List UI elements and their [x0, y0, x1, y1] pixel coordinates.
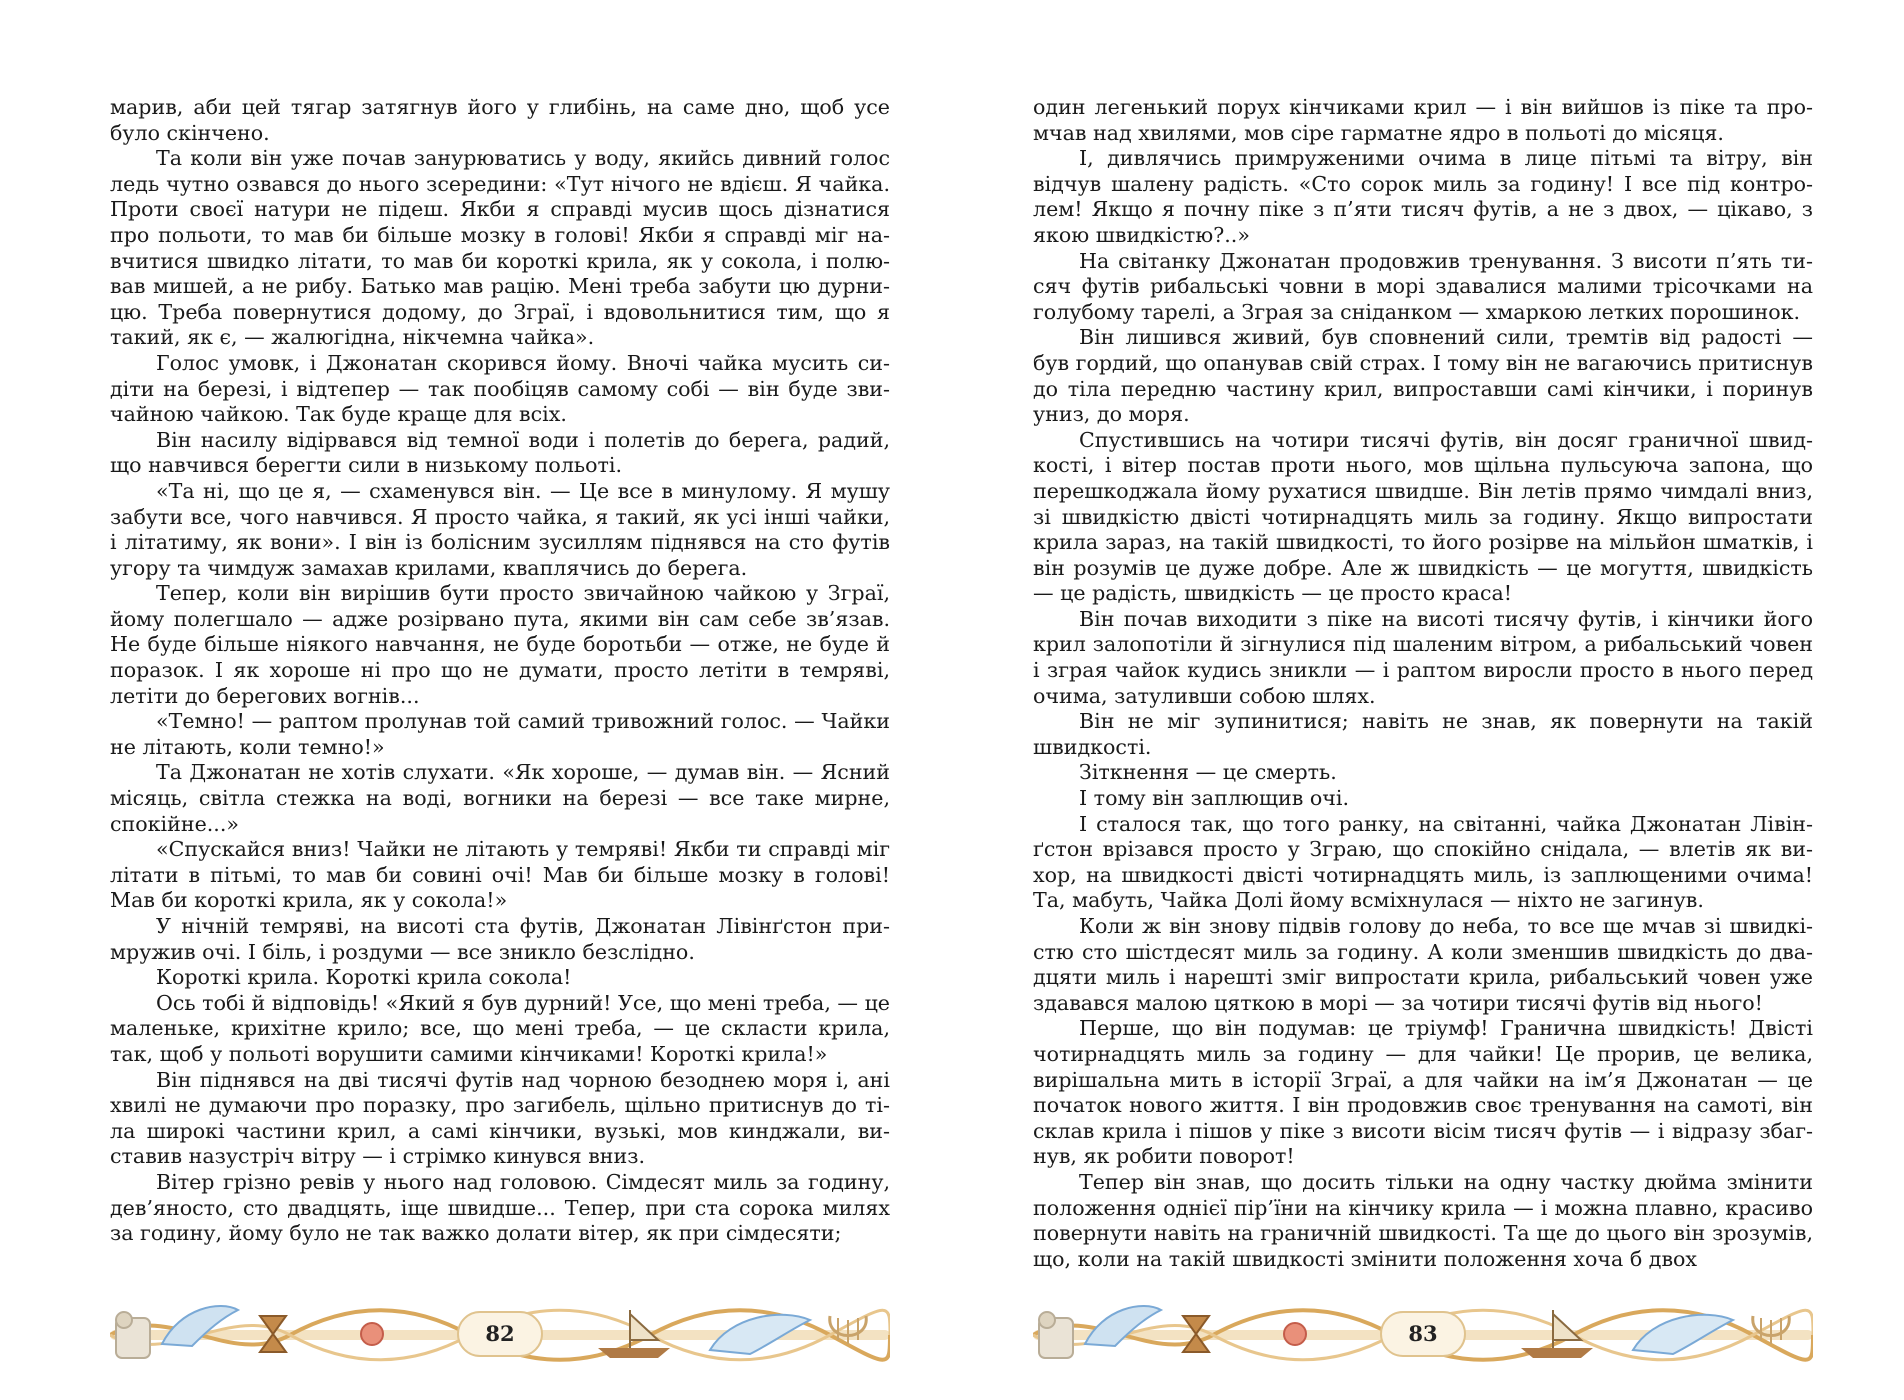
paragraph: «Темно! — раптом пролунав той самий тривожний голос. — Чайки не літають, коли темно!» — [110, 709, 890, 759]
paragraph: Спустившись на чотири тисячі футів, він досяг граничної швидкості, і вітер постав проти нього, мов щільна пульсуюча запона, що перешкоджала йому рухатися швидше. Він летів прямо чимдалі вниз, зі швидкістю двісті чотирнадцять миль за годину. Якщо випростати крила зараз, на такій швидкості, то його розірве на мільйон шматків, і він розумів це дуже добре. Але ж швидкість — це могуття, швидкість — це радість, швидкість — це просто краса! — [1033, 427, 1813, 606]
paragraph: На світанку Джонатан продовжив тренування. З висоти п’ять тисяч футів рибальські човни в морі здавалися малими трісочками на голубому тарелі, а Зграя за сніданком — хмаркою летких порошинок. — [1033, 248, 1813, 324]
paragraph: І, дивлячись примруженими очима в лице пітьмі та вітру, він відчув шалену радість. «Сто сорок миль за годину! І все під контролем! Якщо я почну піке з п’яти тисяч футів, а не з двох, — цікаво, з якою швидкістю?..» — [1033, 146, 1813, 247]
decorative-footer-ornament — [110, 1290, 890, 1378]
paragraph: Він лишився живий, був сповнений сили, тремтів від радості — був гордий, що опанував свій страх. І тому він не вагаючись притиснув до тіла передню частину крил, випроставши самі кінчики, і поринув униз, до моря. — [1033, 325, 1813, 427]
paragraph: У нічній темряві, на висоті ста футів, Джонатан Лівінґстон примружив очі. І біль, і роздуми — все зникло безслідно. — [110, 914, 890, 964]
paragraph: Та Джонатан не хотів слухати. «Як хороше, — думав він. — Ясний місяць, світла стежка на воді, вогники на березі — все таке мирне, спокійне...» — [110, 760, 890, 836]
paragraph: Тепер, коли він вирішив бути просто звичайною чайкою у Зграї, йому полегшало — адже розірвано пута, якими він сам себе зв’язав. Не буде більше ніякого навчання, не буде боротьби — отже, не буде й поразок. І як хороше ні про що не думати, просто летіти в темряві, летіти до берегових вогнів... — [110, 581, 890, 708]
paragraph: Голос умовк, і Джонатан скорився йому. Вночі чайка мусить сидіти на березі, і відтепер — так пообіцяв самому собі — він буде звичайною чайкою. Так буде краще для всіх. — [110, 350, 890, 427]
left-page-text — [110, 95, 890, 1247]
paragraph: Вітер грізно ревів у нього над головою. Сімдесят миль за годину, дев’яносто, сто двадцять, іще швидше... Тепер, при ста сорока милях за годину, йому було не так важко долати вітер, як при сімдесяти; — [110, 1169, 890, 1246]
rose-icon — [1284, 1323, 1306, 1345]
rose-icon — [361, 1323, 383, 1345]
paragraph: «Спускайся вниз! Чайки не літають у темряві! Якби ти справді міг літати в пітьмі, то мав би совині очі! Мав би більше мозку в голові! Мав би короткі крила, як у сокола!» — [110, 837, 890, 913]
paragraph: Він не міг зупинитися; навіть не знав, як повернути на такій швидкості. — [1033, 709, 1813, 759]
paragraph: «Та ні, що це я, — схаменувся він. — Це все в минулому. Я мушу забути все, чого навчився. Я просто чайка, я такий, як усі інші чайки, і літатиму, як вони». І він із болісним зусиллям піднявся на сто футів угору та чимдуж замахав крилами, кваплячись до берега. — [110, 478, 890, 580]
paragraph: Та коли він уже почав занурюватись у воду, якийсь дивний голос ледь чутно озвався до нього зсередини: «Тут нічого не вдієш. Я чайка. Проти своєї натури не підеш. Якби я справді мусив щось дізнатися про польоти, то мав би більше мозку в голові! Якби я справді міг навчитися швидко літати, то мав би короткі крила, як у сокола, і полював мишей, а не рибу. Батько мав рацію. Мені треба забути цю дурницю. Треба повернутися додому, до Зграї, і вдовольнитися тим, що я такий, як є, — жалюгідна, нікчемна чайка». — [110, 146, 890, 350]
paragraph: один легенький порух кінчиками крил — і він вийшов із піке та промчав над хвилями, мов сіре гарматне ядро в польоті до місяця. — [1033, 95, 1813, 145]
decorative-footer-ornament — [1033, 1290, 1813, 1378]
paragraph: Він насилу відірвався від темної води і полетів до берега, радий, що навчився берегти сили в низькому польоті. — [110, 427, 890, 478]
page-number: 83 — [1408, 1321, 1438, 1346]
paragraph: І тому він заплющив очі. — [1079, 786, 1350, 811]
paragraph: марив, аби цей тягар затягнув його у глибінь, на саме дно, щоб усе було скінчено. — [110, 95, 890, 145]
scroll-column-icon — [1039, 1312, 1073, 1358]
scroll-column-icon — [116, 1312, 150, 1358]
paragraph: Коли ж він знову підвів голову до неба, то все ще мчав зі швидкістю сто шістдесят миль за годину. А коли зменшив швидкість до двадцяти миль і нарешті зміг випростати крила, рибальський човен уже здавався малою цяткою в морі — за чотири тисячі футів від нього! — [1033, 914, 1813, 1015]
paragraph: Ось тобі й відповідь! «Який я був дурний! Усе, що мені треба, — це маленьке, крихітне крило; все, що мені треба, — це скласти крила, так, щоб у польоті ворушити самими кінчиками! Короткі крила!» — [110, 990, 890, 1066]
paragraph: Перше, що він подумав: це тріумф! Гранична швидкість! Двісті чотирнадцять миль за годину — для чайки! Це прорив, це велика, вирішальна мить в історії Зграї, а для чайки на ім’я Джонатан — це початок нового життя. І він продовжив своє тренування на самоті, він склав крила і пішов у піке з висоти вісім тисяч футів — і відразу збагнув, як робити поворот! — [1033, 1016, 1813, 1169]
paragraph: Тепер він знав, що досить тільки на одну частку дюйма змінити положення однієї пір’їни на кінчику крила — і можна плавно, красиво повернути навіть на граничній швидкості. Та ще до цього він зрозумів, що, коли на такій швидкості змінити положення хоча б двох — [1033, 1169, 1813, 1271]
paragraph: І сталося так, що того ранку, на світанні, чайка Джонатан Лівінґстон врізався просто у Зграю, що спокійно снідала, — влетів як вихор, на швидкості двісті чотирнадцять миль, із заплющеними очима! Та, мабуть, Чайка Долі йому всміхнулася — ніхто не загинув. — [1033, 811, 1813, 913]
paragraph: Він піднявся на дві тисячі футів над чорною безоднею моря і, ані хвилі не думаючи про поразку, про загибель, щільно притиснув до тіла широкі частини крил, а самі кінчики, вузькі, мов кинджали, виставив назустріч вітру — і стрімко кинувся вниз. — [110, 1067, 890, 1169]
paragraph: Він почав виходити з піке на висоті тисячу футів, і кінчики його крил залопотіли й зігнулися під шаленим вітром, а рибальський човен і зграя чайок кудись зникли — і раптом виросли просто в нього перед очима, затуливши собою шлях. — [1033, 606, 1813, 708]
paragraph: Зіткнення — це смерть. — [1079, 760, 1337, 785]
right-page — [1033, 95, 1813, 1385]
paragraph: Короткі крила. Короткі крила сокола! — [156, 965, 572, 990]
page-number: 82 — [485, 1321, 515, 1346]
left-page — [110, 95, 890, 1385]
right-page-text — [1033, 95, 1813, 1272]
